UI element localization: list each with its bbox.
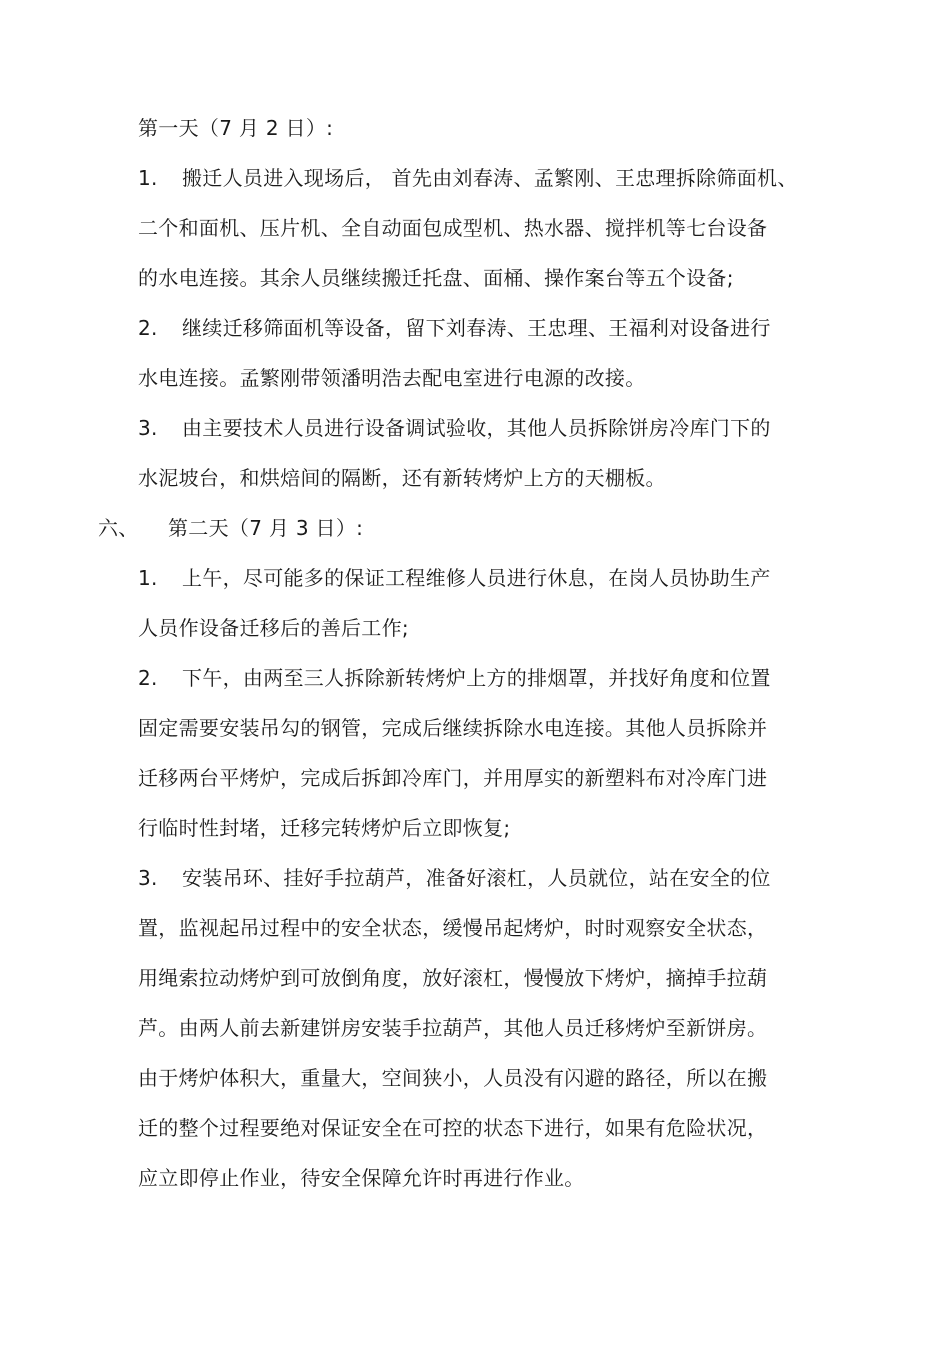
day2-item3-line1 bbox=[138, 866, 771, 890]
day1-item1-line3: 的水电连接。其余人员继续搬迁托盘、面桶、操作案台等五个设备; bbox=[138, 266, 734, 290]
item-text: 上午，尽可能多的保证工程维修人员进行休息，在岗人员协助生产 bbox=[182, 566, 771, 590]
day1-item2-line1 bbox=[138, 316, 771, 340]
day1-item1-line2: 二个和面机、压片机、全自动面包成型机、热水器、搅拌机等七台设备 bbox=[138, 216, 768, 240]
day2-item3-line4: 芦。由两人前去新建饼房安装手拉葫芦，其他人员迁移烤炉至新饼房。 bbox=[138, 1016, 768, 1040]
day2-item3-line6: 迁的整个过程要绝对保证安全在可控的状态下进行，如果有危险状况， bbox=[138, 1116, 768, 1140]
item-text: 由主要技术人员进行设备调试验收，其他人员拆除饼房冷库门下的 bbox=[182, 416, 771, 440]
day2-heading-line bbox=[98, 516, 363, 540]
item-number: 1. bbox=[138, 566, 158, 590]
day2-item3-line3: 用绳索拉动烤炉到可放倒角度，放好滚杠，慢慢放下烤炉，摘掉手拉葫 bbox=[138, 966, 768, 990]
item-text: 安装吊环、挂好手拉葫芦，准备好滚杠，人员就位，站在安全的位 bbox=[182, 866, 771, 890]
item-number: 2. bbox=[138, 316, 158, 340]
day1-item2-line2: 水电连接。孟繁刚带领潘明浩去配电室进行电源的改接。 bbox=[138, 366, 646, 390]
day1-heading: 第一天（7 月 2 日）: bbox=[138, 116, 334, 140]
day2-item2-line4: 行临时性封堵，迁移完转烤炉后立即恢复; bbox=[138, 816, 511, 840]
day2-item2-line2: 固定需要安装吊勾的钢管，完成后继续拆除水电连接。其他人员拆除并 bbox=[138, 716, 768, 740]
day1-item3-line1 bbox=[138, 416, 771, 440]
day2-item3-line5: 由于烤炉体积大，重量大，空间狭小，人员没有闪避的路径，所以在搬 bbox=[138, 1066, 768, 1090]
item-number: 2. bbox=[138, 666, 158, 690]
day2-item2-line1 bbox=[138, 666, 771, 690]
day2-item2-line3: 迁移两台平烤炉，完成后拆卸冷库门，并用厚实的新塑料布对冷库门进 bbox=[138, 766, 768, 790]
item-number: 3. bbox=[138, 416, 158, 440]
day2-item3-line2: 置，监视起吊过程中的安全状态，缓慢吊起烤炉，时时观察安全状态， bbox=[138, 916, 768, 940]
item-text: 搬迁人员进入现场后， 首先由刘春涛、孟繁刚、王忠理拆除筛面机、 bbox=[182, 166, 798, 190]
day2-item1-line2: 人员作设备迁移后的善后工作; bbox=[138, 616, 409, 640]
item-text: 下午，由两至三人拆除新转烤炉上方的排烟罩，并找好角度和位置 bbox=[182, 666, 771, 690]
day2-item3-line7: 应立即停止作业，待安全保障允许时再进行作业。 bbox=[138, 1166, 585, 1190]
day1-item3-line2: 水泥坡台，和烘焙间的隔断，还有新转烤炉上方的天棚板。 bbox=[138, 466, 666, 490]
day1-item1-line1 bbox=[138, 166, 798, 190]
day2-heading: 第二天（7 月 3 日）: bbox=[168, 516, 364, 540]
section-number: 六、 bbox=[98, 516, 139, 540]
item-text: 继续迁移筛面机等设备，留下刘春涛、王忠理、王福利对设备进行 bbox=[182, 316, 771, 340]
item-number: 1. bbox=[138, 166, 158, 190]
day2-item1-line1 bbox=[138, 566, 771, 590]
item-number: 3. bbox=[138, 866, 158, 890]
